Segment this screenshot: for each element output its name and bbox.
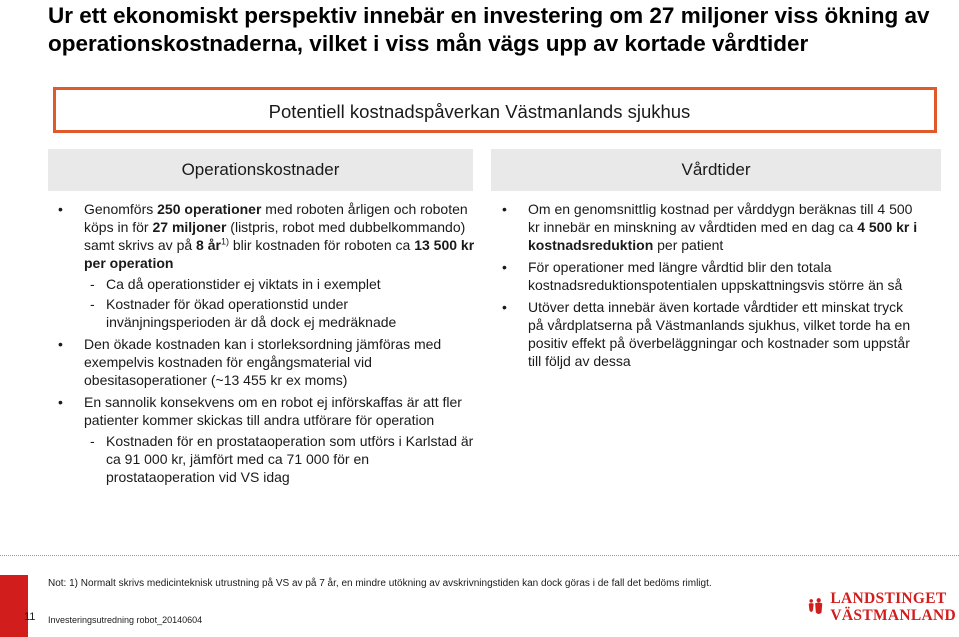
logo-line-1: LANDSTINGET: [830, 590, 947, 607]
text-run-bold: 4 500 kr i kostnadsreduktion: [528, 219, 918, 253]
text-run-bold: 13 500 kr per operation: [84, 237, 475, 271]
sub-list-item: - Kostnader för ökad operationstid under invänjningsperioden är då dock ej medräknade: [84, 295, 476, 331]
text-run: per patient: [653, 237, 724, 253]
operations-costs-header: [48, 149, 473, 191]
list-item: [56, 200, 476, 331]
list-item: [500, 200, 920, 254]
care-times-header: [491, 149, 941, 191]
landstinget-vastmanland-logo: [808, 581, 956, 633]
text-run-bold: 8 år: [196, 237, 221, 253]
page-number: 11: [24, 611, 36, 623]
list-item: • Den ökade kostnaden kan i storleksordning jämföras med exempelvis kostnaden för engångsmaterial vid obesitasoperationer (~13 455 kr ex moms): [56, 335, 476, 389]
logo-wordmark: [830, 590, 956, 624]
sub-list: [84, 275, 476, 331]
care-times-column: [500, 200, 920, 374]
operations-costs-column: [56, 200, 476, 490]
care-times-header-label: Vårdtider: [681, 160, 751, 179]
operations-costs-header-label: Operationskostnader: [181, 160, 340, 179]
text-run: Om en genomsnittlig kostnad per vårddygn beräknas till 4 500 kr innebär en minskning av vårdtiden med en dag ca: [528, 201, 913, 235]
text-run: med roboten årligen och roboten köps in för: [84, 201, 468, 235]
footnote-ref: 1): [220, 236, 229, 247]
text-run: En sannolik konsekvens om en robot ej införskaffas är att fler patienter kommer skickas till andra utförare för operation: [84, 394, 462, 428]
footnote: Not: 1) Normalt skrivs medicinteknisk utrustning på VS av på 7 år, en mindre utökning av avskrivningstiden kan dock göras i de fall det bedöms rimligt.: [48, 578, 712, 589]
sub-list: [84, 432, 476, 486]
sub-list-item: - Ca då operationstider ej viktats in i exemplet: [84, 275, 476, 293]
text-run: Genomförs: [84, 201, 158, 217]
care-times-list: [500, 200, 920, 370]
logo-line-2: VÄSTMANLAND: [830, 607, 956, 624]
text-run-bold: 250 operationer: [157, 201, 262, 217]
list-item: • Utöver detta innebär även kortade vårdtider ett minskat tryck på vårdplatserna på Västmanlands sjukhus, vilket torde ha en positiv effekt på överbeläggningar och kostnader som uppstår till följd av dessa: [500, 298, 920, 370]
footer-divider: [0, 555, 959, 556]
sub-list-item: - Kostnaden för en prostataoperation som utförs i Karlstad är ca 91 000 kr, jämfört med ca 71 000 för en prostataoperation vid VS idag: [84, 432, 476, 486]
page-title: Ur ett ekonomiskt perspektiv innebär en investering om 27 miljoner viss ökning av operationskostnaderna, vilket i viss mån vägs upp av kortade vårdtider: [48, 3, 930, 56]
document-id: Investeringsutredning robot_20140604: [48, 615, 203, 625]
list-item: [56, 393, 476, 486]
list-item: • För operationer med längre vårdtid blir den totala kostnadsreduktionspotentialen uppskattningsvis större än så: [500, 258, 920, 294]
logo-figures-icon: [808, 582, 824, 632]
text-run-bold: 27 miljoner: [152, 219, 227, 235]
text-run: blir kostnaden för roboten ca: [228, 237, 415, 253]
footer-accent-strip: [0, 575, 28, 637]
text-run: (listpris, robot med dubbelkommando) samt skrivs av på: [84, 219, 466, 253]
operations-costs-list: [56, 200, 476, 486]
banner-title: Potentiell kostnadspåverkan Västmanlands sjukhus: [268, 101, 691, 122]
